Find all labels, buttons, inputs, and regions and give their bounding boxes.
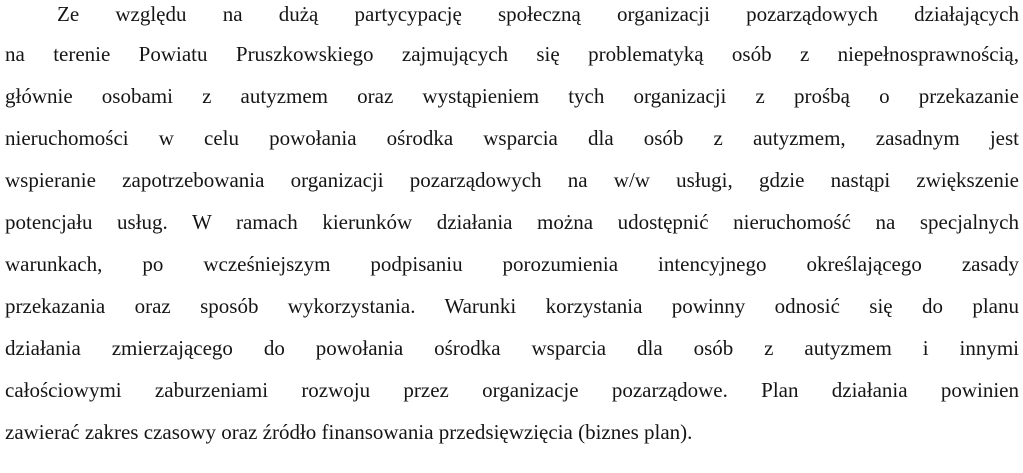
paragraph-line-6: potencjału usług. W ramach kierunków działania można udostępnić nieruchomość na specjalnych bbox=[5, 210, 1019, 234]
paragraph-line-4: nieruchomości w celu powołania ośrodka wsparcia dla osób z autyzmem, zasadnym jest bbox=[5, 126, 1019, 150]
paragraph-line-11: zawierać zakres czasowy oraz źródło finansowania przedsięwzięcia (biznes plan). bbox=[5, 420, 693, 444]
paragraph-line-7: warunkach, po wcześniejszym podpisaniu porozumienia intencyjnego określającego zasady bbox=[5, 252, 1019, 276]
paragraph-line-3: głównie osobami z autyzmem oraz wystąpieniem tych organizacji z prośbą o przekazanie bbox=[5, 84, 1019, 108]
paragraph-line-10: całościowymi zaburzeniami rozwoju przez organizacje pozarządowe. Plan działania powinien bbox=[5, 378, 1019, 402]
paragraph-line-5: wspieranie zapotrzebowania organizacji pozarządowych na w/w usługi, gdzie nastąpi zwiększenie bbox=[5, 168, 1019, 192]
paragraph-line-9: działania zmierzającego do powołania ośrodka wsparcia dla osób z autyzmem i innymi bbox=[5, 336, 1019, 360]
paragraph-line-1: Ze względu na dużą partycypację społeczną organizacji pozarządowych działających bbox=[57, 2, 1019, 26]
paragraph-line-8: przekazania oraz sposób wykorzystania. Warunki korzystania powinny odnosić się do planu bbox=[5, 294, 1019, 318]
paragraph-line-2: na terenie Powiatu Pruszkowskiego zajmujących się problematyką osób z niepełnosprawnością, bbox=[5, 42, 1019, 66]
